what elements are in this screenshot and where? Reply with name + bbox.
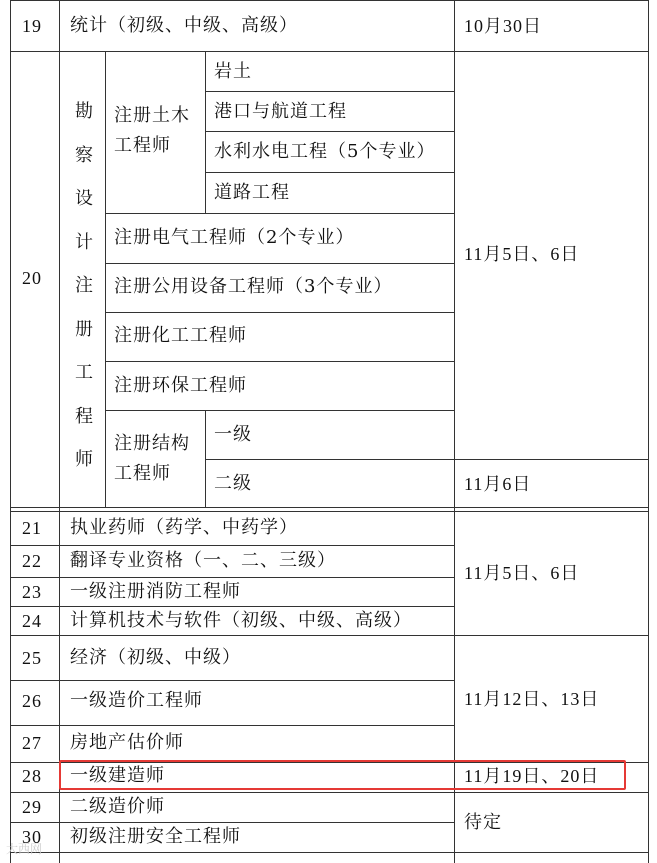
exam-name-safety-engineer-junior: 初级注册安全工程师 [70,826,241,847]
structural-sub-level1: 一级 [214,424,252,445]
civil-sub-geotechnical: 岩土 [214,61,252,82]
civil-sub-road: 道路工程 [214,182,290,203]
row-number-27: 27 [22,733,42,753]
row-number-28: 28 [22,766,42,786]
exam-name-utility-engineer: 注册公用设备工程师（3个专业） [114,276,393,297]
exam-name-chemical-engineer: 注册化工工程师 [114,325,247,346]
watermark: 大西网 [6,842,43,856]
exam-name-translation: 翻译专业资格（一、二、三级） [70,550,336,571]
row-number-25: 25 [22,648,42,668]
structural-sub-level2: 二级 [214,473,252,494]
group-label-survey-design-engineer: 勘 察 设 计 注 册 工 程 师 [75,101,93,470]
exam-name-fire-engineer: 一级注册消防工程师 [70,581,241,602]
row-number-22: 22 [22,551,42,571]
row-number-20: 20 [22,268,42,288]
exam-name-constructor-level1: 一级建造师 [70,765,165,786]
exam-date-rows-21-24: 11月5日、6日 [464,563,580,583]
exam-name-environmental-engineer: 注册环保工程师 [114,375,247,396]
civil-sub-port-waterway: 港口与航道工程 [214,101,347,122]
row-number-26: 26 [22,691,42,711]
row-number-24: 24 [22,611,42,631]
exam-date-rows-25-27: 11月12日、13日 [464,689,600,709]
exam-date-constructor-level1: 11月19日、20日 [464,766,600,786]
exam-name-cost-engineer-level1: 一级造价工程师 [70,690,203,711]
exam-date-statistics: 10月30日 [464,16,542,36]
row-number-29: 29 [22,797,42,817]
exam-name-economics: 经济（初级、中级） [70,647,241,668]
exam-date-structural-level2: 11月6日 [464,474,532,494]
highlight-box [59,760,626,790]
exam-name-statistics: 统计（初级、中级、高级） [70,15,298,36]
exam-name-cost-engineer-level2: 二级造价师 [70,796,165,817]
row-number-21: 21 [22,518,42,538]
exam-name-real-estate-appraiser: 房地产估价师 [70,732,184,753]
row-number-19: 19 [22,16,42,36]
row-number-30: 30 [22,827,42,847]
civil-engineer-label-line1: 注册土木 [114,105,190,126]
civil-sub-hydropower: 水利水电工程（5个专业） [214,141,436,162]
structural-engineer-label-line2: 工程师 [114,463,171,484]
row-number-23: 23 [22,582,42,602]
exam-name-pharmacist: 执业药师（药学、中药学） [70,517,298,538]
exam-date-rows-29-30: 待定 [464,812,502,833]
exam-name-computer-software: 计算机技术与软件（初级、中级、高级） [70,610,412,631]
exam-date-survey-design: 11月5日、6日 [464,244,580,264]
structural-engineer-label-line1: 注册结构 [114,433,190,454]
civil-engineer-label-line2: 工程师 [114,135,171,156]
exam-name-electrical-engineer: 注册电气工程师（2个专业） [114,227,355,248]
